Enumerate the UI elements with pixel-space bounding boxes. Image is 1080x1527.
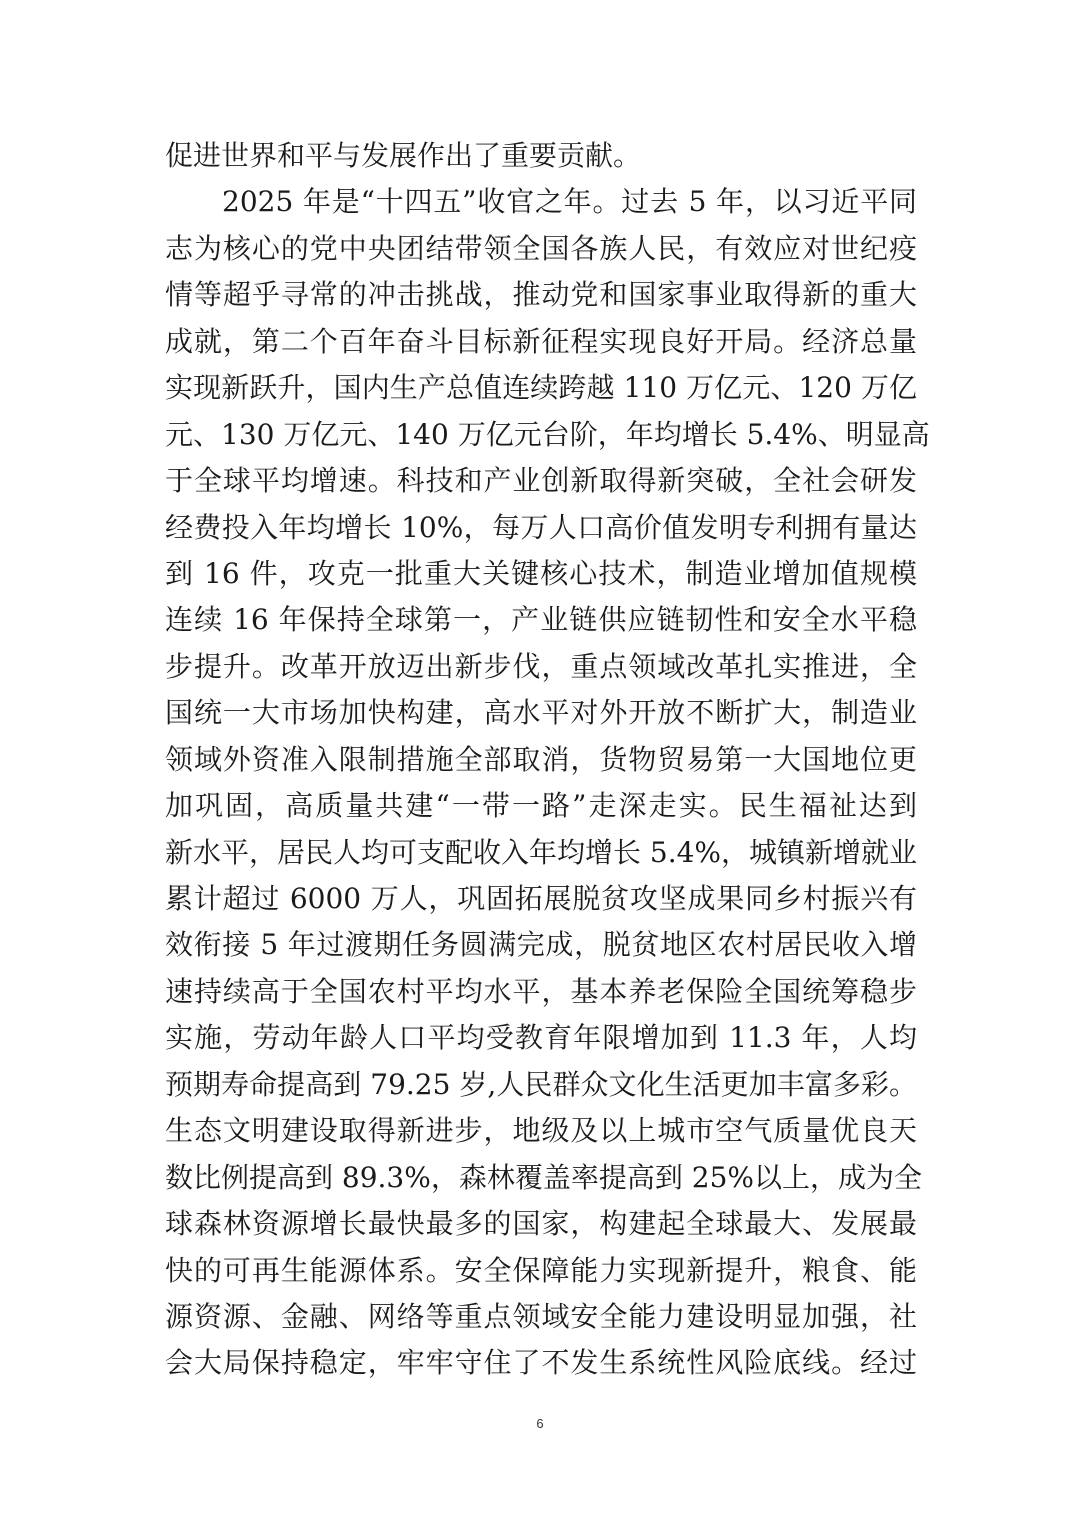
text-line: 球森林资源增长最快最多的国家，构建起全球最大、发展最 [165,1207,917,1241]
text-line: 新水平，居民人均可支配收入年均增长 5.4%，城镇新增就业 [165,835,918,869]
text-line: 于全球平均增速。科技和产业创新取得新突破，全社会研发 [165,464,917,498]
text-line: 速持续高于全国农村平均水平，基本养老保险全国统筹稳步 [165,974,917,1008]
body-text [165,133,930,1387]
text-line: 实现新跃升，国内生产总值连续跨越 110 万亿元、120 万亿 [165,371,917,405]
text-line: 国统一大市场加快构建，高水平对外开放不断扩大，制造业 [165,696,917,730]
text-line: 情等超乎寻常的冲击挑战，推动党和国家事业取得新的重大 [165,278,917,312]
text-line: 促进世界和平与发展作出了重要贡献。 [165,139,642,172]
text-line: 快的可再生能源体系。安全保障能力实现新提升，粮食、能 [165,1253,917,1287]
text-line: 源资源、金融、网络等重点领域安全能力建设明显加强，社 [165,1299,917,1333]
text-line: 加巩固，高质量共建“一带一路”走深走实。民生福祉达到 [165,789,917,823]
text-line: 累计超过 6000 万人，巩固拓展脱贫攻坚成果同乡村振兴有 [165,882,917,915]
text-line: 志为核心的党中央团结带领全国各族人民，有效应对世纪疫 [165,231,917,265]
text-line: 实施，劳动年龄人口平均受教育年限增加到 11.3 年，人均 [165,1021,917,1055]
text-line: 经费投入年均增长 10%，每万人口高价值发明专利拥有量达 [165,510,917,544]
text-line: 数比例提高到 89.3%，森林覆盖率提高到 25%以上，成为全 [165,1160,922,1194]
text-line: 连续 16 年保持全球第一，产业链供应链韧性和安全水平稳 [165,603,917,637]
text-line: 到 16 件，攻克一批重大关键核心技术，制造业增加值规模 [165,556,917,590]
text-line: 预期寿命提高到 79.25 岁,人民群众文化生活更加丰富多彩。 [165,1067,917,1101]
text-line: 生态文明建设取得新进步，地级及以上城市空气质量优良天 [165,1114,917,1148]
text-line: 领域外资准入限制措施全部取消，货物贸易第一大国地位更 [165,742,917,776]
text-line: 效衔接 5 年过渡期任务圆满完成，脱贫地区农村居民收入增 [165,928,917,962]
text-line: 成就，第二个百年奋斗目标新征程实现良好开局。经济总量 [165,324,917,358]
paragraph-first-line: 2025 年是“十四五”收官之年。过去 5 年，以习近平同 [222,185,917,219]
text-line: 元、130 万亿元、140 万亿元台阶，年均增长 5.4%、明显高 [165,417,930,451]
text-line: 步提升。改革开放迈出新步伐，重点领域改革扎实推进，全 [165,649,917,683]
page-number: 6 [536,1416,544,1431]
text-line: 会大局保持稳定，牢牢守住了不发生系统性风险底线。经过 [165,1346,917,1380]
